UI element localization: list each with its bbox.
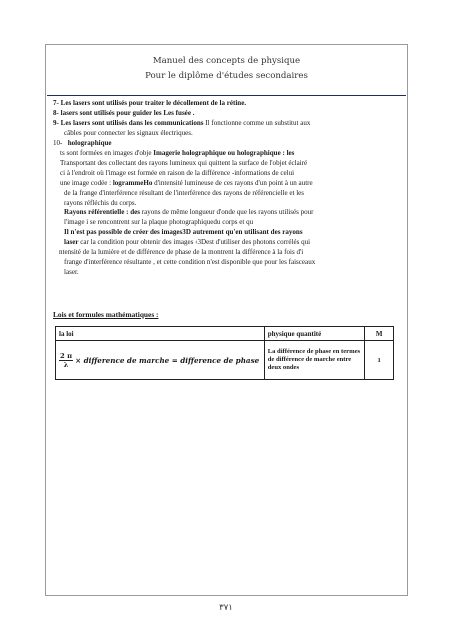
item-7: 7- Les lasers sont utilisés pour traiter le décollement de la rétine.: [53, 99, 247, 107]
holo-line-7: Rayons référentielle : des rayons de même longueur d'onde que les rayons utilisés pour: [64, 208, 314, 217]
laws-section-title: Lois et formules mathématiques :: [53, 310, 159, 319]
item-9-line2: câbles pour connecter les signaux électriques.: [64, 128, 193, 137]
table-row: [56, 341, 394, 380]
fraction-numerator: 2 π: [60, 351, 73, 360]
header-divider: [47, 95, 406, 96]
law-cell: [56, 341, 265, 380]
holo-line-9: Il n'est pas possible de créer des images3D autrement qu'en utilisant des rayons: [64, 228, 303, 237]
holo-line-4: une image codée : logrammeHo d'intensité lumineuse de ces rayons d'un point à un autre: [60, 178, 313, 187]
holo-line-5: de la frange d'interférence résultant de l'interférence des rayons de référencielle et les: [64, 188, 305, 197]
col-header-quantity: physique quantité: [264, 327, 365, 341]
holo-line-11: ntensité de la lumière et de différence de phase de la montrent la différence à la fois d'i: [59, 248, 304, 257]
formula-expression: × difference de marche = difference de phase: [75, 355, 260, 365]
laws-table-header: [56, 327, 394, 341]
page-number: ٣٧١: [219, 603, 233, 613]
item-10: 10- holographique: [53, 138, 112, 147]
holo-line-13: laser.: [64, 268, 79, 277]
quantity-cell: La différence de phase en termes de différence de marche entre deux ondes: [264, 341, 365, 380]
holo-line-12: frange d'interférence résultante , et cette condition n'est disponible que pour les faisceaux: [64, 258, 316, 267]
header-title: Manuel des concepts de physique: [152, 56, 301, 66]
fraction: [59, 352, 73, 369]
body-text: [53, 99, 401, 278]
header-subtitle: Pour le diplôme d'études secondaires: [145, 71, 308, 81]
holo-line-1: ts sont formées en images d'obje Imagerie holographique ou holographique : les: [60, 148, 295, 157]
item-9: 9- Les lasers sont utilisés dans les communications Il fonctionne comme un substitut aux: [53, 118, 311, 127]
item-8: 8- lasers sont utilisés pour guider les Les fusée .: [53, 108, 195, 117]
formula: [59, 352, 261, 369]
holo-line-2: Transportant des collectant des rayons lumineux qui quittent la surface de l'objet éclairé: [60, 158, 308, 167]
holo-line-10: laser car la condition pour obtenir des images ‹3Dest d'utiliser des photons corrélés qui: [64, 238, 311, 247]
holo-line-8: l'image i se rencontrent sur la plaque photographiquedu corps et qu: [64, 218, 254, 227]
fraction-denominator: λ: [63, 360, 69, 369]
col-header-m: M: [365, 327, 394, 341]
holo-line-6: rayons réfléchis du corps.: [64, 198, 137, 207]
holo-line-3: ci à l'endroit où l'image est formée en raison de la différence -informations de celui: [60, 168, 295, 177]
col-header-law: la loi: [56, 327, 265, 341]
page-header: [46, 54, 407, 84]
m-cell: 1: [365, 341, 394, 380]
laws-table: [55, 326, 394, 380]
